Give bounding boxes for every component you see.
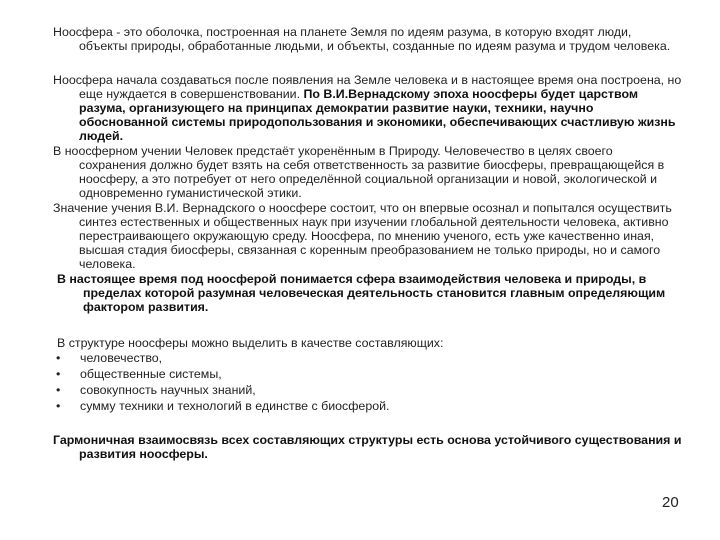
- list-item: [56, 367, 222, 381]
- list-item: [56, 399, 389, 413]
- bullet-icon: •: [56, 351, 61, 365]
- paragraph-origin: [53, 73, 683, 143]
- list-item: [56, 351, 162, 365]
- list-item-text: сумму техники и технологий в единстве с биосферой.: [80, 399, 390, 413]
- paragraph-definition: Ноосфера - это оболочка, построенная на планете Земля по идеям разума, в которую входят люди, объекты природы, обработанные людьми, и объекты, созданные по идеям разума и трудом человека.: [53, 25, 671, 53]
- origin-text: Ноосфера начала создаваться после появления на Земле человека и в настоящее время она построена, но еще нуждается в совершенствовании.: [53, 73, 682, 101]
- bullet-icon: •: [56, 367, 61, 381]
- list-item: [56, 383, 256, 397]
- list-item-text: общественные системы,: [80, 367, 222, 381]
- list-item-text: человечество,: [80, 351, 163, 365]
- paragraph-modern-definition: В настоящее время под ноосферой понимается сфера взаимодействия человека и природы, в пределах которой разумная человеческая деятельность становится главным определяющим фактором развития.: [57, 272, 666, 314]
- paragraph-significance: Значение учения В.И. Вернадского о ноосфере состоит, что он впервые осознал и попытался осуществить синтез естественных и общественных наук при изучении глобальной деятельности человека, активно перестраивающего окружающую среду. Ноосфера, по мнению ученого, есть уже качественно иная, высшая стадия биосферы, связанная с коренным преобразованием не только природы, но и самого человека.: [53, 201, 672, 271]
- bullet-icon: •: [56, 399, 61, 413]
- bullet-icon: •: [56, 383, 61, 397]
- conclusion: Гармоничная взаимосвязь всех составляющих структуры есть основа устойчивого существования и развития ноосферы.: [53, 433, 682, 461]
- list-intro: В структуре ноосферы можно выделить в качестве составляющих:: [57, 336, 444, 350]
- list-item-text: совокупность научных знаний,: [80, 383, 256, 397]
- paragraph-human: В ноосферном учении Человек предстаёт укоренённым в Природу. Человечество в целях своего сохранения должно будет взять на себя ответственность за развитие биосферы, превращающейся в ноосферу, а это потребует от него определённой социальной организации и новой, экологической и одновременно гуманистической этики.: [53, 144, 665, 200]
- page-number: 20: [662, 494, 679, 511]
- origin-bold-text: По В.И.Вернадскому эпоха ноосферы будет царством разума, организующего на принципах демократии развитие науки, техники, научно обоснованной системы природопользования и экономики, обеспечивающих счастливую жизнь людей.: [79, 87, 676, 143]
